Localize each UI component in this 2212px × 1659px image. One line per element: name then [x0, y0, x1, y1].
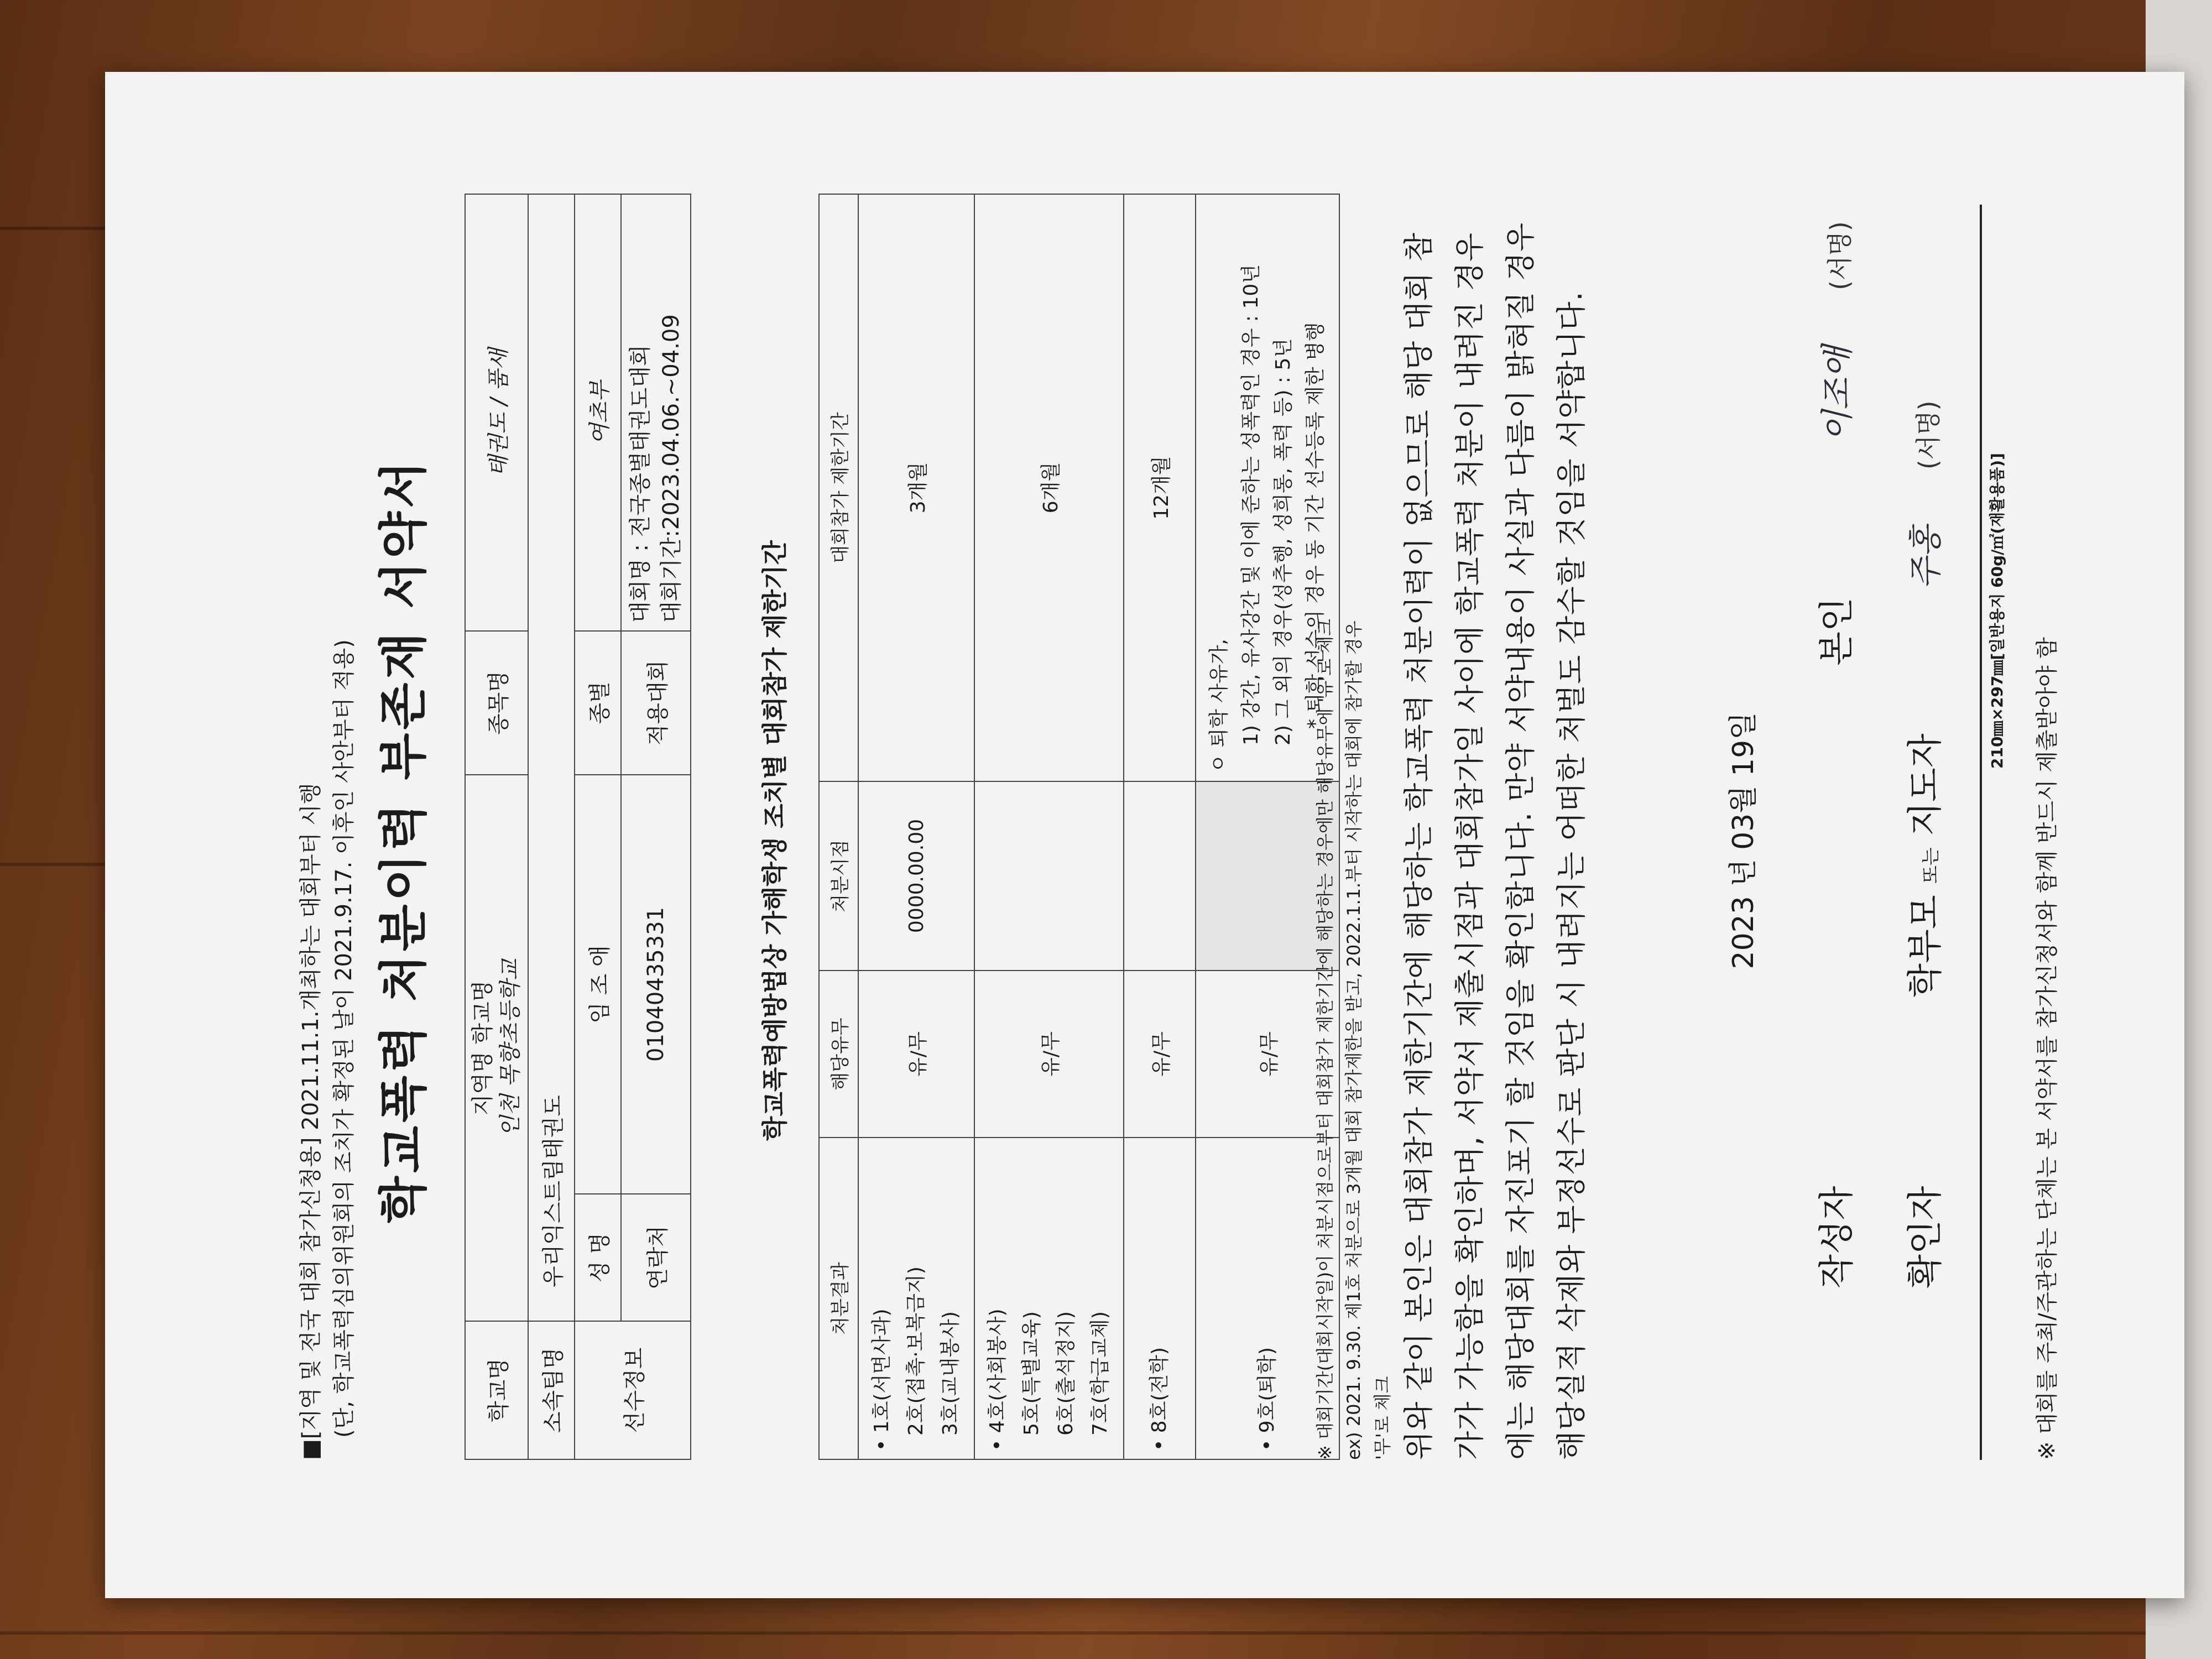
divider [1980, 205, 1982, 1460]
self-sign-mark: (서명) [1825, 221, 1855, 290]
limit-cell: 6개월 [974, 194, 1124, 781]
header-line-1: ■[지역 및 전국 대회 참가신청용] 2021.11.1.개최하는 대회부터 시행 [298, 782, 324, 1460]
result-item: • 9호(퇴학) [1256, 1347, 1279, 1451]
date-cell [974, 781, 1124, 971]
writer-signature-line [1808, 221, 1859, 1288]
result-item: • 1호(서면사과) [870, 1308, 893, 1451]
team-label: 소속팀명 [528, 1321, 575, 1459]
paper-sheet [105, 72, 2184, 1598]
penalty-table [818, 194, 1340, 1460]
header-line-2: (단, 학교폭력심의위원회의 조치가 확정된 날이 2021.9.17. 이후인 사안부터 적용) [331, 639, 357, 1438]
limit-note: 2) 그 외의 경우(성추행, 성희롱, 폭력 등) : 5년 [1272, 338, 1295, 745]
competition-label: 적용대회 [621, 631, 691, 775]
wood-grain [0, 1631, 2212, 1635]
event-value: 태권도 / 품새 [465, 194, 528, 631]
notes [1311, 188, 1397, 1460]
gender-value: 여초부 [575, 194, 621, 631]
gender-label: 종별 [575, 631, 621, 775]
applies-checkbox[interactable]: 유/무 [1124, 971, 1196, 1138]
table-row [858, 194, 974, 1459]
name-label: 성 명 [575, 1194, 621, 1321]
paper-size-note: 210㎜×297㎜[일반용지 60g/㎡(재활용품)] [1988, 453, 2006, 769]
date-cell [1124, 781, 1196, 971]
header-result: 처분결과 [819, 1138, 858, 1459]
document [105, 116, 2184, 1565]
or-label: 또는 [1920, 847, 1942, 884]
pledge-paragraph: 위와 같이 본인은 대회참가 제한기간에 해당하는 학교폭력 처분이력이 없으므로 해당 대회 참가가 가능함을 확인하며, 서약서 제출시점과 대회참가일 사이에 학교폭력 처분이 내려진 경우에는 해당대회를 자진포기 할 것임을 확인합니다. 만약 서약내용이 사실과 다름이 밝혀질 경우 해당실적 삭제와 부정선수로 판단 시 내려지는 어떠한 처벌도 감수할 것임을 서약합니다. [1401, 222, 1589, 1460]
school-cell [465, 775, 528, 1321]
note-line: ※ 대회기간(대회시작일)이 처분시점으로부터 대회참가 제한기간에 해당하는 경우에만 해당유무에 '유'로 체크 [1314, 618, 1335, 1460]
player-label: 선수정보 [575, 1321, 691, 1459]
applies-checkbox[interactable]: 유/무 [1196, 971, 1339, 1138]
result-item: 3호(교내봉사) [939, 1311, 962, 1436]
limit-note: ㅇ 퇴학 사유가, [1208, 639, 1230, 773]
result-item: 5호(특별교육) [1020, 1311, 1043, 1436]
table-row [1124, 194, 1196, 1459]
competition-period: 대회기간:2023.04.06.~04.09 [659, 314, 684, 623]
footer-note: ※ 대회를 주최/주관하는 단체는 본 서약서를 참가신청서와 함께 반드시 제출받아야 함 [2034, 637, 2060, 1460]
limit-note: 1) 강간, 유사강간 및 이에 준하는 성폭력인 경우 : 10년 [1240, 264, 1262, 745]
confirmer-signature-line [1897, 400, 1948, 1288]
table-row [974, 194, 1124, 1459]
self-signature: 이조애 [1818, 346, 1857, 442]
result-item: 7호(학급교체) [1089, 1311, 1112, 1436]
header-limit: 대회참가 제한기간 [819, 194, 858, 781]
event-label: 종목명 [465, 631, 528, 775]
contact-label: 연락처 [621, 1194, 691, 1321]
date-cell: 0000.00.00 [858, 781, 974, 971]
competition-name: 대회명 : 전국종별태권도대회 [628, 345, 653, 623]
section-title: 학교폭력예방법상 가해학생 조치별 대회참가 제한기간 [760, 540, 790, 1141]
result-item: 2호(접촉·보복금지) [905, 1266, 927, 1436]
school-label: 학교명 [465, 1321, 528, 1459]
limit-note: * 퇴학 선수의 경우 동 기간 선수등록 제한 병행 [1304, 322, 1327, 729]
applies-checkbox[interactable]: 유/무 [974, 971, 1124, 1138]
result-item: 6호(출석정지) [1055, 1311, 1077, 1436]
confirmer-label: 확인자 [1905, 1186, 1946, 1288]
coach-signature: 주홍 [1907, 525, 1945, 589]
coach-label: 지도자 [1905, 733, 1946, 836]
writer-label: 작성자 [1817, 1186, 1858, 1288]
applies-checkbox[interactable]: 유/무 [858, 971, 974, 1138]
guardian-label: 학부모 [1905, 895, 1946, 998]
document-title: 학교폭력 처분이력 부존재 서약서 [375, 457, 432, 1224]
result-item: • 8호(전학) [1148, 1347, 1171, 1451]
date: 2023 년 03월 19일 [1727, 712, 1760, 969]
competition-cell [621, 194, 691, 631]
limit-cell: 12개월 [1124, 194, 1196, 781]
result-item: • 4호(사회봉사) [986, 1308, 1009, 1451]
contact-value: 01040435331 [621, 775, 691, 1194]
penalty-header-row [819, 194, 858, 1459]
region-school-value: 인천 목향초등학교 [498, 959, 523, 1137]
region-school-label: 지역명 학교명 [470, 980, 495, 1116]
name-value: 임 조 애 [575, 775, 621, 1194]
coach-sign-mark: (서명) [1913, 400, 1943, 470]
limit-cell: 3개월 [858, 194, 974, 781]
result-cell [858, 1138, 974, 1459]
self-label: 본인 [1817, 597, 1858, 666]
note-line: '무'로 체크 [1372, 1376, 1393, 1460]
info-table [465, 194, 691, 1460]
note-line: ex) 2021. 9.30. 제1호 처분으로 3개월 대회 참가제한을 받고, 2022.1.1.부터 시작하는 대회에 참가할 경우 [1343, 620, 1364, 1460]
header-applies: 해당유무 [819, 971, 858, 1138]
header-date: 처분시점 [819, 781, 858, 971]
result-cell [1124, 1138, 1196, 1459]
team-value: 우리익스트림태권도 [528, 194, 575, 1321]
result-cell [974, 1138, 1124, 1459]
